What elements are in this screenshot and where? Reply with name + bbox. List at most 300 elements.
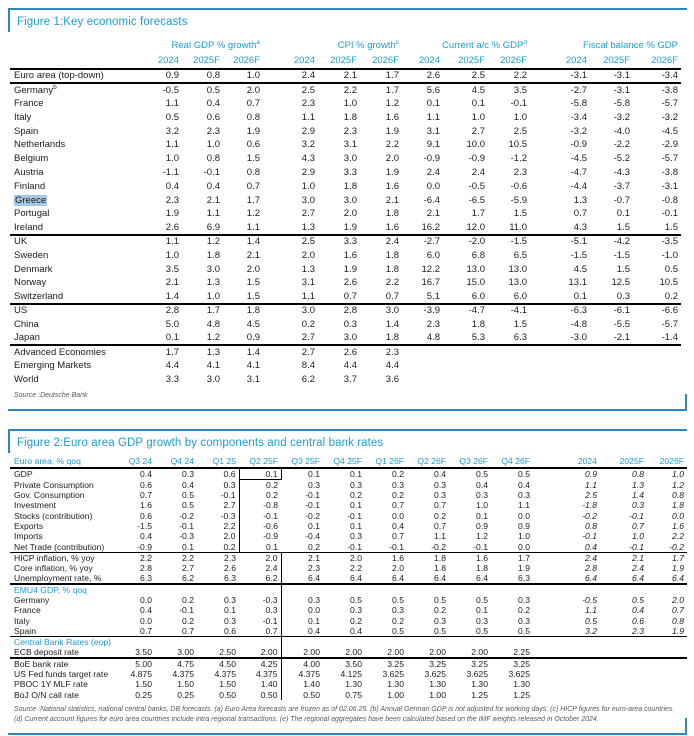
value-cell: -3.0 xyxy=(530,331,590,345)
value-cell: 1.40 xyxy=(281,679,323,689)
value-cell: -3.8 xyxy=(661,84,678,96)
column-group-header xyxy=(115,37,263,53)
table-row xyxy=(10,110,681,124)
label-text: France xyxy=(14,97,44,109)
value-cell xyxy=(443,345,488,359)
value-cell xyxy=(488,345,530,359)
label-text: Switzerland xyxy=(14,290,64,302)
value-cell: 0.4 xyxy=(281,626,323,637)
value-cell: 0.6 xyxy=(223,469,236,480)
value-cell: 12.5 xyxy=(611,277,630,289)
annual-value-cell: 0.7 xyxy=(632,521,644,532)
value-cell: -4.7 xyxy=(468,305,485,317)
label-text: US Fed funds target rate xyxy=(14,669,109,680)
value-cell: 1.0 xyxy=(471,111,485,123)
value-cell: 2.3 xyxy=(385,346,399,358)
table-row xyxy=(10,563,687,573)
value-cell: 2.0 xyxy=(301,249,315,261)
value-cell: -0.9 xyxy=(120,542,155,553)
value-cell: 2.3 xyxy=(513,166,527,178)
value-cell: -0.1 xyxy=(347,510,362,521)
value-cell: 0.50 xyxy=(219,689,236,700)
value-cell: 5.1 xyxy=(402,290,443,304)
annual-value-cell: 0.6 xyxy=(632,615,644,626)
value-cell: 2.2 xyxy=(385,139,399,151)
year-header: 2024 xyxy=(402,53,443,69)
value-cell: 1.8 xyxy=(385,249,399,261)
label-text: Euro area (top-down) xyxy=(14,70,104,82)
annual-value-cell: 1.0 xyxy=(672,469,684,480)
value-cell: 0.5 xyxy=(182,490,194,500)
annual-value-cell: 0.4 xyxy=(533,542,600,553)
value-cell: 1.0 xyxy=(206,139,220,151)
label-text: Italy xyxy=(14,111,32,123)
annual-value-cell: 6.4 xyxy=(600,573,647,584)
table-row xyxy=(10,626,687,637)
value-cell: 6.4 xyxy=(365,573,407,584)
value-cell xyxy=(402,345,443,359)
value-cell: 4.3 xyxy=(530,221,590,235)
value-cell: 0.3 xyxy=(281,595,323,605)
value-cell: 0.2 xyxy=(182,615,194,626)
value-cell: 0.1 xyxy=(115,331,182,345)
quarter-header: Q4 24 xyxy=(155,455,197,468)
row-label xyxy=(10,124,115,138)
row-label xyxy=(10,511,120,521)
value-cell: 0.3 xyxy=(518,490,530,500)
table-row xyxy=(10,479,687,490)
value-cell: 2.50 xyxy=(197,647,239,658)
value-cell: 2.7 xyxy=(223,500,236,511)
value-cell: 6.2 xyxy=(155,573,197,584)
annual-value-cell: -0.1 xyxy=(582,531,597,542)
value-cell: 2.7 xyxy=(301,346,315,358)
value-cell: 0.2 xyxy=(518,605,530,616)
year-header: 2024 xyxy=(115,53,182,69)
value-cell: 0.7 xyxy=(434,500,446,511)
value-cell: 0.75 xyxy=(345,689,362,700)
value-cell: 3.2 xyxy=(301,139,315,151)
quarter-header: 2024 xyxy=(533,455,600,468)
value-cell: 2.5 xyxy=(301,84,315,96)
value-cell: 0.4 xyxy=(518,479,530,490)
annual-value-cell: 2.8 xyxy=(585,562,597,573)
row-label xyxy=(10,669,120,679)
label-text: US xyxy=(14,305,28,317)
value-cell: 1.9 xyxy=(246,125,260,137)
value-cell: -0.1 xyxy=(305,490,320,500)
value-cell: 6.4 xyxy=(449,573,491,584)
value-cell: 2.6 xyxy=(224,562,236,573)
row-label xyxy=(10,542,120,553)
value-cell xyxy=(402,359,443,373)
value-cell: 1.0 xyxy=(223,69,263,83)
value-cell: 1.1 xyxy=(518,500,530,511)
value-cell: 0.0 xyxy=(281,605,323,615)
value-cell: 0.6 xyxy=(246,139,260,151)
value-cell: 2.4 xyxy=(265,562,278,573)
value-cell: 2.2 xyxy=(223,521,236,532)
value-cell: -3.7 xyxy=(613,180,630,192)
value-cell: 0.3 xyxy=(590,290,633,304)
year-header: 2025F xyxy=(318,53,360,69)
value-cell: 4.4 xyxy=(343,360,357,372)
value-cell: 2.1 xyxy=(165,277,179,289)
value-cell: 2.00 xyxy=(323,647,365,658)
annual-value-cell xyxy=(600,690,647,700)
value-cell: 2.3 xyxy=(206,125,220,137)
value-cell: 0.5 xyxy=(182,500,194,511)
value-cell: -4.7 xyxy=(570,166,587,178)
value-cell: 2.9 xyxy=(301,125,315,137)
value-cell: 2.4 xyxy=(426,166,440,178)
value-cell: 0.1 xyxy=(350,500,362,511)
value-cell: 0.2 xyxy=(434,605,446,616)
annual-value-cell xyxy=(647,658,687,669)
table-row xyxy=(10,552,687,563)
value-cell: 4.375 xyxy=(281,669,323,679)
value-cell: 1.7 xyxy=(471,208,485,220)
label-text: Spain xyxy=(14,125,39,137)
value-cell: 0.1 xyxy=(239,468,281,480)
value-cell: 0.7 xyxy=(392,531,404,542)
value-cell: 2.3 xyxy=(301,97,315,109)
value-cell: 3.7 xyxy=(343,373,357,385)
value-cell: 1.8 xyxy=(343,111,357,123)
value-cell: 13.1 xyxy=(568,277,587,289)
value-cell: 1.8 xyxy=(434,552,446,563)
value-cell: -2.7 xyxy=(570,84,587,96)
value-cell: 3.25 xyxy=(429,658,446,669)
value-cell: -0.5 xyxy=(468,180,485,192)
quarter-header: Q3 26F xyxy=(449,455,491,468)
value-cell: 2.1 xyxy=(281,552,323,563)
annual-value-cell: 0.3 xyxy=(632,500,644,511)
value-cell: 2.7 xyxy=(263,331,318,345)
value-cell: 1.30 xyxy=(513,679,530,690)
table-row xyxy=(10,235,681,249)
label-text: Denmark xyxy=(14,263,53,275)
value-cell: 0.5 xyxy=(206,84,220,96)
value-cell: 0.2 xyxy=(633,290,681,304)
value-cell: 2.0 xyxy=(246,263,260,275)
value-cell: 2.00 xyxy=(449,647,491,658)
value-cell: 1.30 xyxy=(471,679,488,690)
value-cell: 4.375 xyxy=(172,669,194,680)
value-cell: -0.9 xyxy=(423,153,440,165)
value-cell: 2.8 xyxy=(165,305,179,317)
value-cell: 0.4 xyxy=(476,479,488,490)
value-cell: 0.2 xyxy=(392,615,404,626)
table-row xyxy=(10,468,687,480)
row-label xyxy=(10,110,115,124)
value-cell: 0.3 xyxy=(434,615,446,626)
year-header-row xyxy=(10,53,681,69)
value-cell: 3.1 xyxy=(343,139,357,151)
value-cell: -0.2 xyxy=(305,510,320,521)
value-cell: -3.2 xyxy=(661,111,678,123)
value-cell: 0.5 xyxy=(350,595,362,606)
corner-cell xyxy=(10,37,115,53)
annual-value-cell: 1.3 xyxy=(632,479,644,490)
value-cell: 1.2 xyxy=(182,331,223,345)
value-cell: -6.6 xyxy=(661,305,678,317)
year-header: 2024 xyxy=(530,53,590,69)
value-cell: 3.50 xyxy=(345,658,362,669)
value-cell: 1.1 xyxy=(165,139,179,151)
value-cell: 2.3 xyxy=(165,194,179,206)
value-cell: 0.3 xyxy=(476,490,488,500)
value-cell: 1.9 xyxy=(318,221,360,235)
year-header: 2024 xyxy=(263,53,318,69)
value-cell: 2.3 xyxy=(224,552,236,563)
value-cell: 1.1 xyxy=(301,111,315,123)
annual-value-cell: 2.1 xyxy=(632,552,644,563)
value-cell: 2.2 xyxy=(488,69,530,83)
value-cell: 0.4 xyxy=(206,180,220,192)
value-cell: 6.4 xyxy=(323,573,365,584)
row-label xyxy=(10,679,120,689)
value-cell: 3.0 xyxy=(206,373,220,385)
value-cell: 0.2 xyxy=(350,490,362,500)
label-text: Italy xyxy=(14,615,30,626)
value-cell: 2.6 xyxy=(343,346,357,358)
value-cell: 3.0 xyxy=(301,194,315,206)
value-cell xyxy=(530,345,590,359)
label-text: UK xyxy=(14,236,28,248)
value-cell: 0.6 xyxy=(140,479,152,490)
row-label xyxy=(10,521,120,531)
value-cell: 0.0 xyxy=(491,542,533,553)
table-row xyxy=(10,595,687,605)
annual-value-cell: 1.7 xyxy=(672,552,684,563)
table-row xyxy=(10,658,687,669)
table-row xyxy=(10,152,681,166)
value-cell: 0.4 xyxy=(323,626,365,637)
value-cell: 2.0 xyxy=(246,84,260,96)
value-cell: 0.8 xyxy=(246,166,260,178)
annual-value-cell: -0.5 xyxy=(582,595,597,606)
value-cell: 0.9 xyxy=(476,521,488,532)
value-cell: 2.00 xyxy=(281,647,323,658)
value-cell: 0.1 xyxy=(476,510,488,521)
value-cell: 1.7 xyxy=(360,69,402,83)
value-cell xyxy=(633,359,681,373)
value-cell: -5.7 xyxy=(661,318,678,330)
value-cell xyxy=(633,345,681,359)
table-row xyxy=(10,262,681,276)
value-cell: 11.0 xyxy=(488,221,530,235)
figure-1-header xyxy=(10,37,681,69)
value-cell: 0.25 xyxy=(177,689,194,700)
value-cell: 1.7 xyxy=(206,305,220,317)
value-cell: 0.2 xyxy=(281,542,323,553)
value-cell: 1.3 xyxy=(301,263,315,275)
quarter-header: Q2 26F xyxy=(407,455,449,468)
value-cell xyxy=(590,345,633,359)
value-cell: -4.5 xyxy=(570,153,587,165)
value-cell xyxy=(488,373,530,387)
value-cell: 3.50 xyxy=(120,647,155,658)
value-cell: 1.9 xyxy=(343,263,357,275)
annual-value-cell xyxy=(600,647,647,658)
value-cell: 0.1 xyxy=(426,97,440,109)
label-text: Germany xyxy=(14,84,54,96)
value-cell: 1.5 xyxy=(246,153,260,165)
value-cell: -0.1 xyxy=(305,500,320,511)
value-cell: 12.0 xyxy=(443,221,488,235)
footnote-marker: b xyxy=(53,83,57,91)
value-cell: 2.1 xyxy=(318,69,360,83)
value-cell: 1.3 xyxy=(263,221,318,235)
row-label xyxy=(10,479,120,490)
value-cell: 1.0 xyxy=(301,180,315,192)
value-cell: 0.5 xyxy=(449,626,491,637)
value-cell: 0.5 xyxy=(664,263,678,275)
value-cell: -0.8 xyxy=(661,194,678,206)
value-cell: 4.3 xyxy=(301,153,315,165)
value-cell: 3.3 xyxy=(165,373,179,385)
value-cell xyxy=(488,359,530,373)
column-group-row xyxy=(10,37,681,53)
value-cell: 2.2 xyxy=(343,84,357,96)
figure-2-title: Figure 2:Euro area GDP growth by components and central bank rates xyxy=(8,431,687,453)
annual-value-cell: 2.5 xyxy=(585,490,597,500)
value-cell: 1.8 xyxy=(385,208,399,220)
annual-value-cell: 0.8 xyxy=(672,490,684,500)
value-cell: 2.0 xyxy=(265,552,278,563)
value-cell: -0.1 xyxy=(510,97,527,109)
value-cell: 3.1 xyxy=(301,277,315,289)
label-text: Emerging Markets xyxy=(14,360,92,372)
label-text: Spain xyxy=(14,625,36,636)
table-row xyxy=(10,69,681,83)
label-text: Unemployment rate, % xyxy=(14,572,102,583)
value-cell: 2.1 xyxy=(206,194,220,206)
row-label xyxy=(10,595,120,605)
value-cell: 2.3 xyxy=(343,125,357,137)
value-cell: 3.25 xyxy=(387,658,404,669)
value-cell: 0.50 xyxy=(260,689,278,700)
value-cell: -5.8 xyxy=(613,97,630,109)
value-cell: 2.0 xyxy=(385,153,399,165)
value-cell: 5.00 xyxy=(135,658,152,669)
value-cell: 2.4 xyxy=(471,166,485,178)
value-cell: -0.6 xyxy=(239,521,281,531)
value-cell: 0.1 xyxy=(239,542,281,553)
value-cell: 2.6 xyxy=(343,277,357,289)
value-cell: -3.1 xyxy=(530,69,590,83)
table-row xyxy=(10,248,681,262)
table-row xyxy=(10,221,681,235)
value-cell: -6.5 xyxy=(468,194,485,206)
value-cell: 6.4 xyxy=(407,573,449,584)
group-label: CPI % growth xyxy=(337,40,396,51)
value-cell: 1.1 xyxy=(426,111,440,123)
annual-value-cell: 1.2 xyxy=(672,479,684,490)
value-cell: 3.1 xyxy=(426,125,440,137)
value-cell: 0.2 xyxy=(392,490,404,500)
annual-value-cell: 0.8 xyxy=(672,615,684,626)
quarter-header: Q1 26F xyxy=(365,455,407,468)
value-cell: 1.3 xyxy=(206,346,220,358)
value-cell: 2.2 xyxy=(140,552,152,563)
value-cell: 0.2 xyxy=(239,479,281,490)
value-cell: 10.5 xyxy=(659,277,678,289)
value-cell: 0.3 xyxy=(182,469,194,480)
annual-value-cell xyxy=(600,669,647,679)
value-cell: -3.1 xyxy=(590,69,633,83)
quarter-header: 2025F xyxy=(600,455,647,468)
value-cell xyxy=(530,359,590,373)
quarter-header: 2026F xyxy=(647,455,687,468)
table-row xyxy=(10,290,681,304)
annual-value-cell: 0.4 xyxy=(632,605,644,616)
value-cell: 0.7 xyxy=(155,626,197,637)
value-cell: 4.125 xyxy=(340,669,362,680)
value-cell: 0.1 xyxy=(471,97,485,109)
value-cell: 1.7 xyxy=(165,346,179,358)
value-cell: 0.4 xyxy=(182,479,194,490)
value-cell: -3.1 xyxy=(613,84,630,96)
table-row xyxy=(10,138,681,152)
annual-value-cell: 6.4 xyxy=(647,573,687,584)
footnote-marker: c xyxy=(395,38,399,46)
footnote-marker: d xyxy=(523,38,527,46)
table-row xyxy=(10,690,687,700)
row-label xyxy=(10,317,115,331)
table-row xyxy=(10,542,687,553)
value-cell: 0.6 xyxy=(140,510,152,521)
row-label xyxy=(10,152,115,166)
value-cell: -0.8 xyxy=(239,500,281,510)
value-cell: 1.8 xyxy=(434,562,446,573)
value-cell: 3.3 xyxy=(343,166,357,178)
year-header: 2025F xyxy=(590,53,633,69)
value-cell: 0.4 xyxy=(140,605,152,616)
label-text: Norway xyxy=(14,277,47,289)
value-cell: 0.7 xyxy=(392,500,404,511)
value-cell: 4.50 xyxy=(219,658,236,669)
value-cell: 12.2 xyxy=(421,263,440,275)
value-cell: 0.4 xyxy=(140,531,152,542)
value-cell: -4.5 xyxy=(661,125,678,137)
table-row xyxy=(10,124,681,138)
label-text: Core inflation, % yoy xyxy=(14,562,93,573)
label-text: Ireland xyxy=(14,221,44,233)
value-cell: 1.1 xyxy=(434,531,446,542)
annual-value-cell: 1.4 xyxy=(632,490,644,500)
annual-value-cell xyxy=(533,679,600,689)
value-cell: 1.6 xyxy=(385,111,399,123)
row-label xyxy=(10,605,120,615)
value-cell: -0.3 xyxy=(220,510,236,521)
column-group-header xyxy=(402,37,530,53)
value-cell: 8.4 xyxy=(301,360,315,372)
annual-value-cell: -0.1 xyxy=(600,542,647,553)
value-cell: 0.3 xyxy=(392,479,404,490)
annual-value-cell: 3.2 xyxy=(533,626,600,637)
label-text: Advanced Economies xyxy=(14,346,106,358)
value-cell: 16.2 xyxy=(402,221,443,235)
value-cell: 2.00 xyxy=(239,647,281,658)
value-cell: -2.0 xyxy=(468,236,485,248)
value-cell: 3.625 xyxy=(466,669,488,680)
value-cell: 6.3 xyxy=(197,573,239,584)
row-label xyxy=(10,647,120,658)
value-cell: 0.2 xyxy=(350,615,362,626)
value-cell: -0.9 xyxy=(570,139,587,151)
